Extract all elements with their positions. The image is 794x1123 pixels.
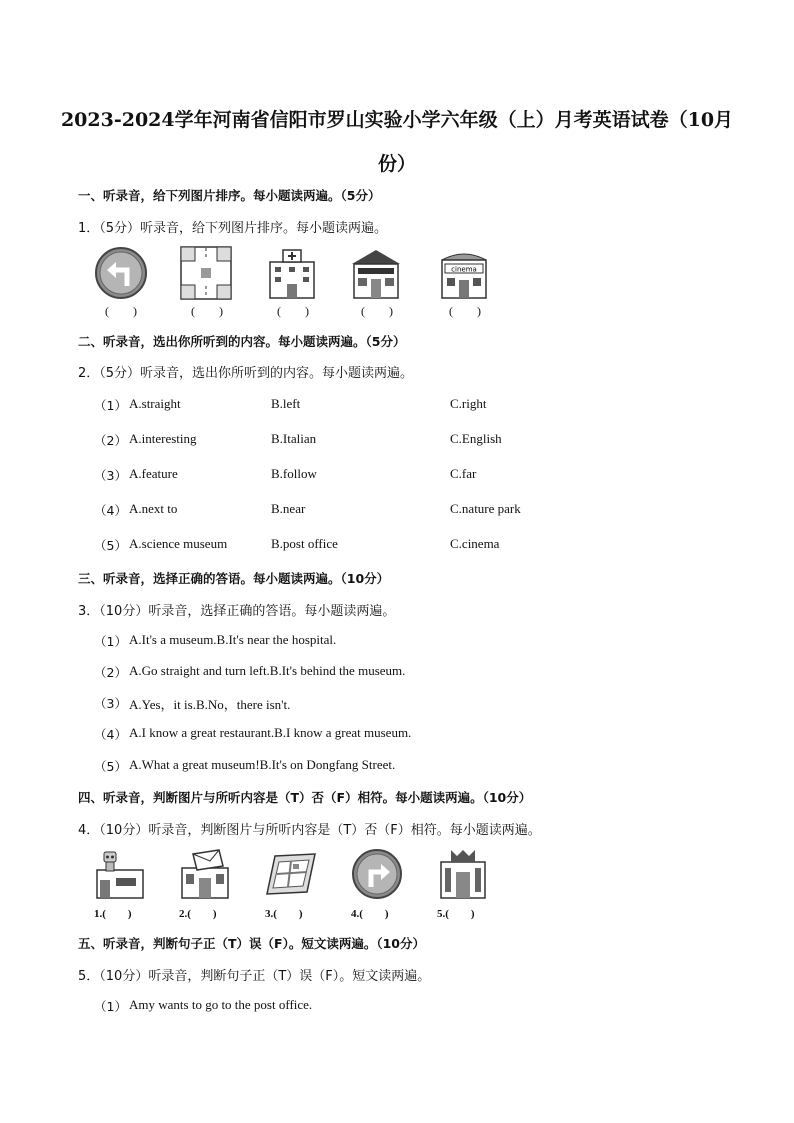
cinema-building-icon: [438, 246, 490, 300]
statement-text: Amy wants to go to the post office.: [129, 997, 313, 1012]
turn-left-sign-icon: [94, 246, 148, 300]
tf-label-2: 2.( ): [179, 908, 217, 920]
answer-options: A.What a great museum!B.It's on Dongfang Street.: [129, 757, 396, 772]
option-a: A.interesting: [129, 431, 197, 446]
option-c: C.right: [450, 396, 487, 411]
order-paren-2: ( ): [191, 304, 223, 318]
row-number: （4）: [94, 503, 127, 518]
answer-options: A.Go straight and turn left.B.It's behind the museum.: [129, 663, 406, 678]
row-number: （1）: [94, 999, 127, 1014]
row-number: （5）: [94, 538, 127, 553]
option-a: A.science museum: [129, 536, 228, 551]
order-paren-5: ( ): [449, 304, 481, 318]
row-number: （5）: [94, 759, 127, 774]
option-a: A.next to: [129, 501, 178, 516]
section-4-heading: 四、听录音，判断图片与所听内容是（T）否（F）相符。每小题读两遍。（10分）: [78, 790, 532, 805]
option-c: C.nature park: [450, 501, 521, 516]
section-1-heading: 一、听录音，给下列图片排序。每小题读两遍。（5分）: [78, 188, 381, 203]
crossroads-icon: [180, 246, 232, 300]
option-b: B.left: [271, 396, 301, 411]
option-b: B.near: [271, 501, 306, 516]
option-b: B.Italian: [271, 431, 317, 446]
question-4: 4．（10分）听录音，判断图片与所听内容是（T）否（F）相符。每小题读两遍。: [78, 823, 541, 838]
answer-options: A.It's a museum.B.It's near the hospital.: [129, 632, 337, 647]
question-3: 3．（10分）听录音，选择正确的答语。每小题读两遍。: [78, 604, 396, 619]
question-5: 5．（10分）听录音，判断句子正（T）误（F）。短文读两遍。: [78, 969, 431, 984]
row-number: （3）: [94, 696, 127, 711]
option-a: A.feature: [129, 466, 178, 481]
tf-label-3: 3.( ): [265, 908, 303, 920]
row-number: （1）: [94, 398, 127, 413]
bookstore-building-icon: [350, 246, 402, 300]
map-icon: [265, 852, 317, 896]
row-number: （3）: [94, 468, 127, 483]
section-5-heading: 五、听录音，判断句子正（T）误（F）。短文读两遍。（10分）: [78, 936, 425, 951]
option-c: C.far: [450, 466, 477, 481]
hospital-building-icon: [266, 246, 318, 300]
option-b: B.post office: [271, 536, 338, 551]
question-1: 1．（5分）听录音，给下列图片排序。每小题读两遍。: [78, 221, 388, 236]
order-paren-3: ( ): [277, 304, 309, 318]
order-paren-4: ( ): [361, 304, 393, 318]
tf-label-4: 4.( ): [351, 908, 389, 920]
tf-label-1: 1.( ): [94, 908, 132, 920]
option-c: C.cinema: [450, 536, 500, 551]
post-office-icon: [179, 848, 231, 900]
question-2: 2．（5分）听录音，选出你所听到的内容。每小题读两遍。: [78, 366, 414, 381]
page-title: 2023-2024学年河南省信阳市罗山实验小学六年级（上）月考英语试卷（10月份）: [60, 109, 734, 175]
option-b: B.follow: [271, 466, 317, 481]
section-3-heading: 三、听录音，选择正确的答语。每小题读两遍。（10分）: [78, 571, 390, 586]
row-number: （1）: [94, 634, 127, 649]
turn-right-sign-icon: [351, 848, 403, 900]
option-c: C.English: [450, 431, 502, 446]
museum-building-icon: [437, 848, 489, 900]
row-number: （4）: [94, 727, 127, 742]
row-number: （2）: [94, 433, 127, 448]
option-a: A.straight: [129, 396, 181, 411]
section-2-heading: 二、听录音，选出你所听到的内容。每小题读两遍。（5分）: [78, 334, 406, 349]
svg-text:cinema: cinema: [451, 265, 477, 274]
row-number: （2）: [94, 665, 127, 680]
tf-label-5: 5.( ): [437, 908, 475, 920]
science-museum-robot-icon: [94, 848, 146, 900]
answer-options: A.I know a great restaurant.B.I know a great museum.: [129, 725, 412, 740]
order-paren-1: ( ): [105, 304, 137, 318]
answer-options: A.Yes，it is.B.No，there isn't.: [129, 697, 291, 712]
